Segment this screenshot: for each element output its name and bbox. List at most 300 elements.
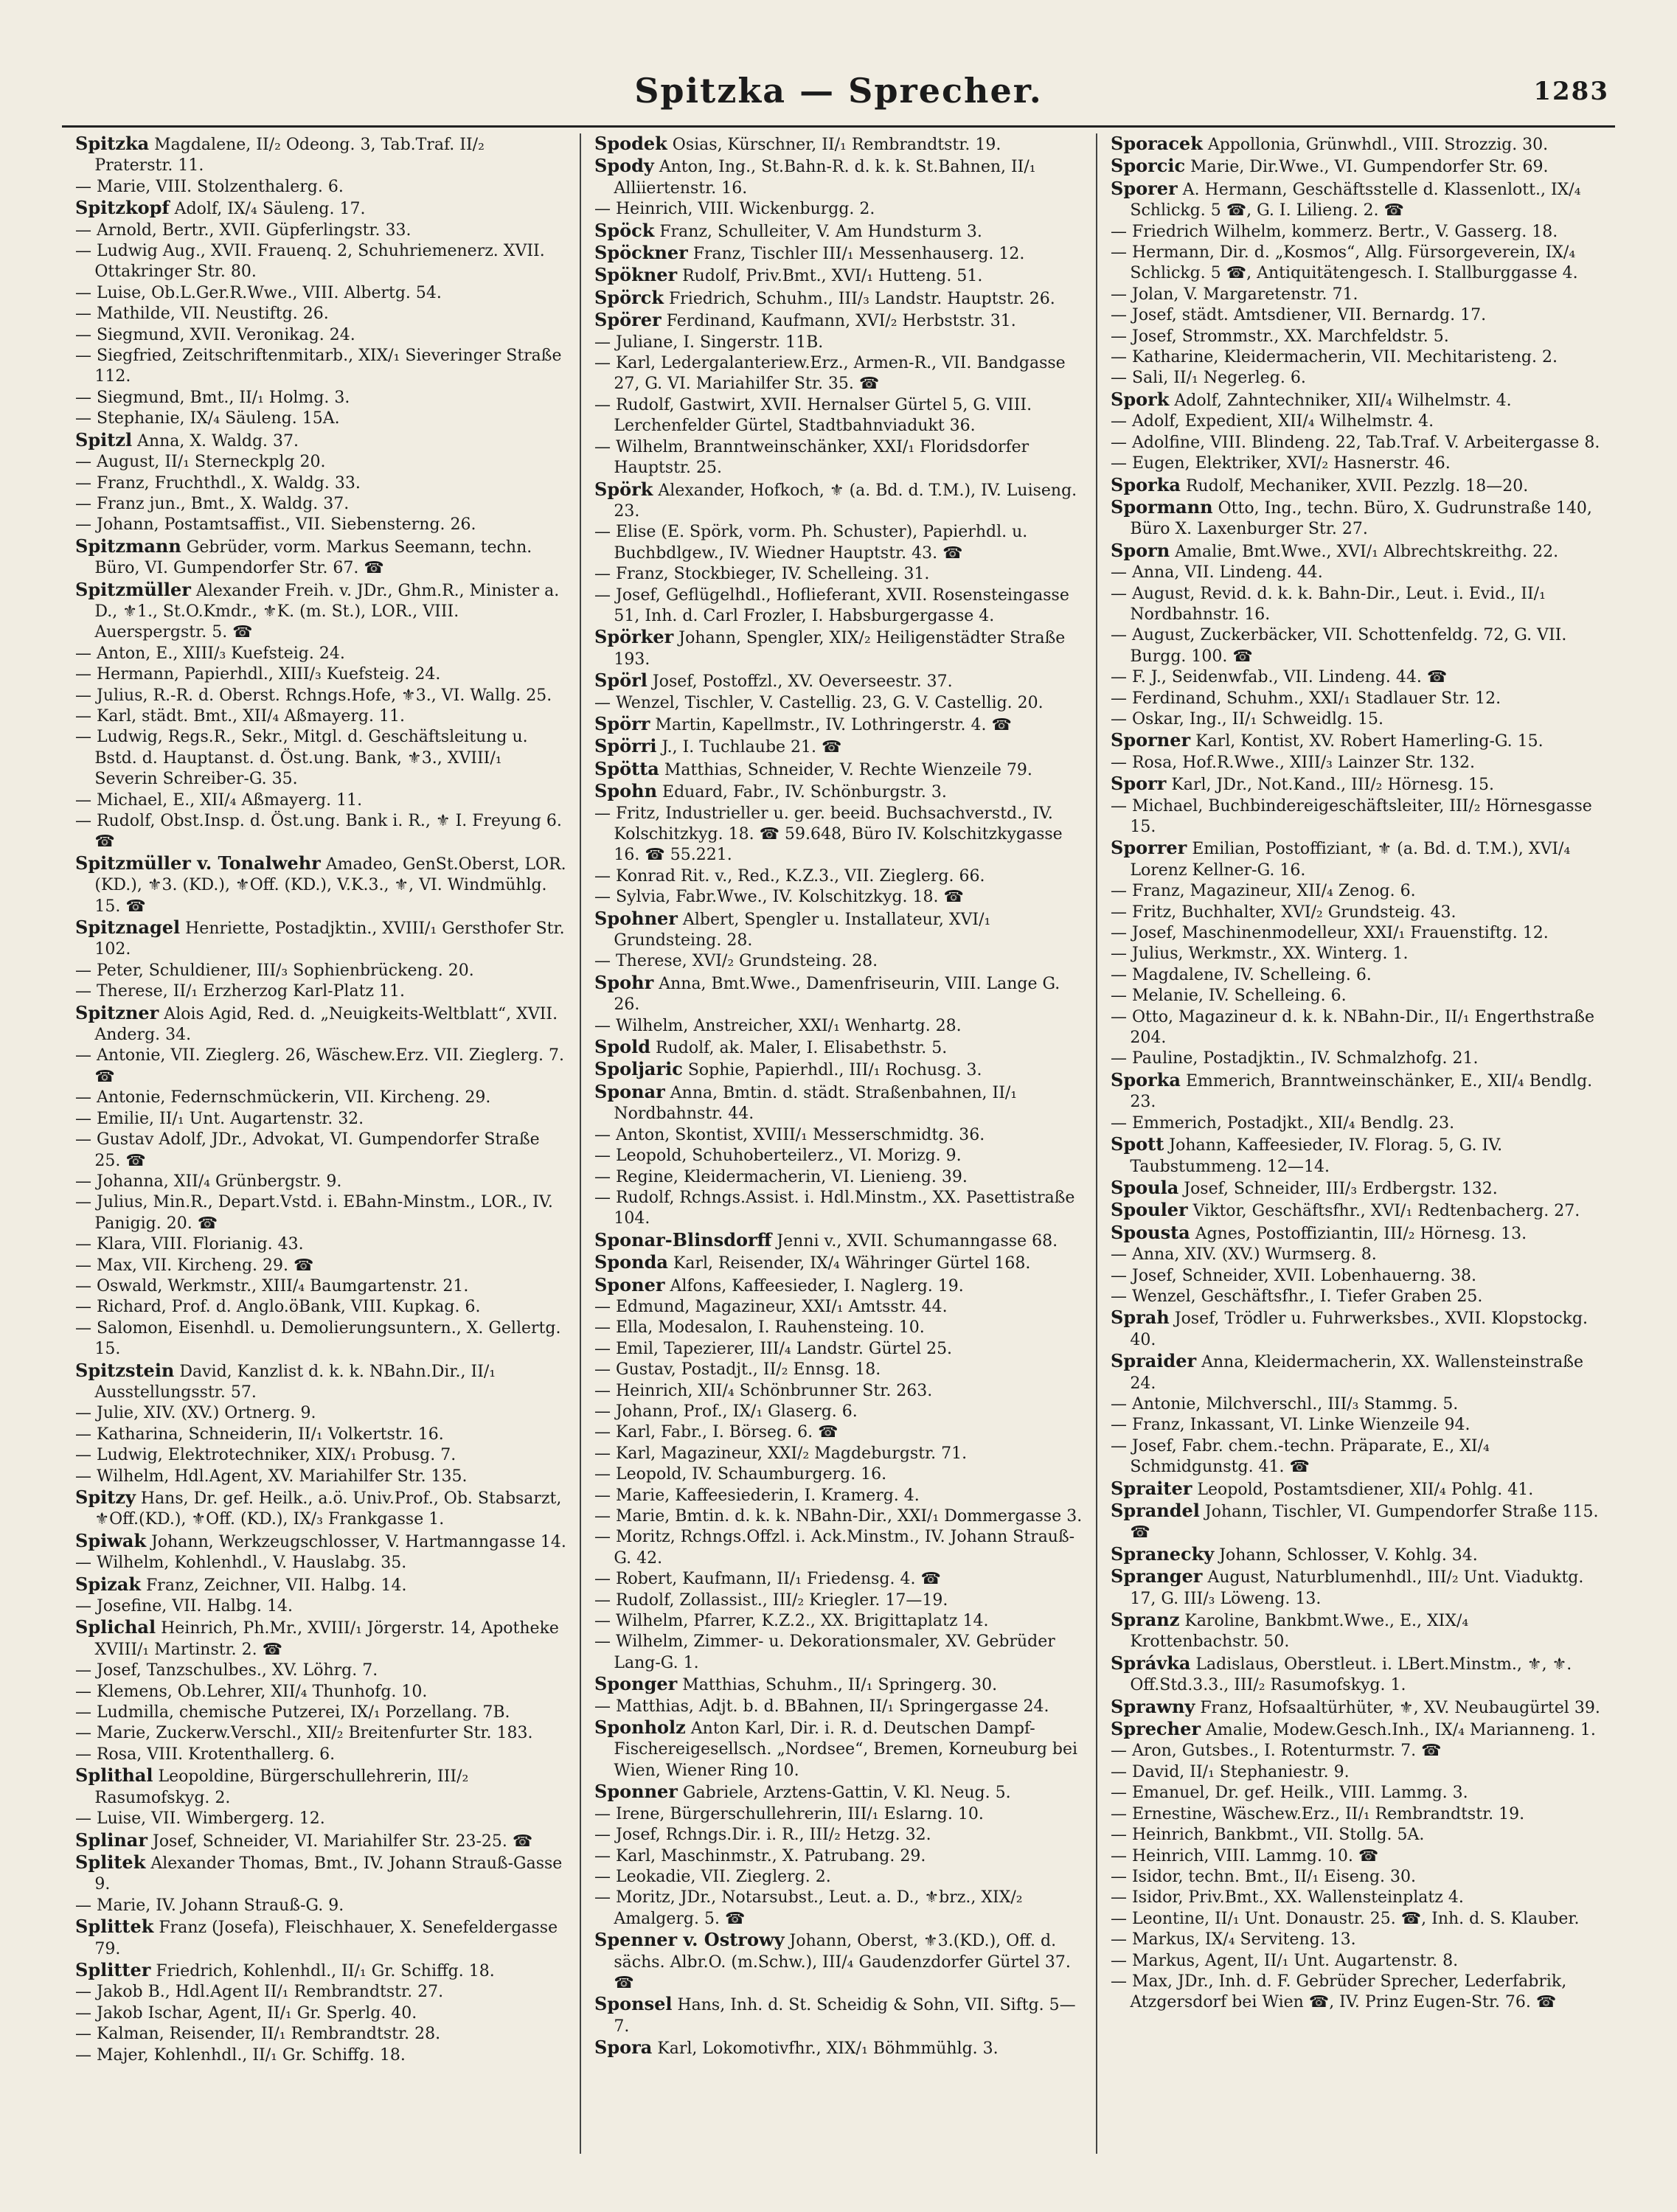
entry-surname: Sponger — [594, 1673, 678, 1695]
entry-surname: Sponar-Blinsdorff — [594, 1228, 772, 1251]
directory-entry — [1111, 1266, 1602, 1287]
entry-surname: Spitzstein — [75, 1359, 175, 1381]
entry-surname: Spouler — [1111, 1199, 1188, 1221]
entry-text: — Heinrich, VIII. Lammg. 10. ☎ — [1111, 1846, 1379, 1865]
directory-entry — [1111, 1762, 1602, 1783]
directory-entry — [75, 1960, 566, 1982]
entry-text: Heinrich, Ph.Mr., XVIII/₁ Jörgerstr. 14, Apotheke XVIII/₁ Martinstr. 2. ☎ — [94, 1619, 559, 1659]
entry-text: — Marie, Bmtin. d. k. k. NBahn-Dir., XXI/₁ Dommergasse 3. — [594, 1507, 1083, 1526]
entry-text: — Leopold, Schuhoberteilerz., VI. Morizg. 9. — [594, 1147, 962, 1166]
directory-entry — [1111, 1500, 1602, 1544]
directory-entry — [75, 1234, 566, 1255]
directory-entry — [594, 1527, 1083, 1569]
directory-entry — [594, 1632, 1083, 1674]
directory-entry — [1111, 1653, 1602, 1697]
entry-text: — Regine, Kleidermacherin, VI. Lienieng. 39. — [594, 1167, 968, 1186]
directory-entry — [1111, 133, 1602, 156]
directory-entry — [1111, 689, 1602, 709]
directory-entry — [1111, 243, 1602, 285]
entry-text: — Karl, Ledergalanteriew.Erz., Armen-R., VII. Bandgasse 27, G. VI. Mariahilfer Str. 35. ☎ — [594, 354, 1066, 394]
directory-entry — [1111, 1719, 1602, 1741]
entry-text: Josef, Postoffzl., XV. Oeverseestr. 37. — [647, 672, 953, 692]
directory-entry — [75, 1445, 566, 1466]
entry-text: — Josef, Geflügelhdl., Hoflieferant, XVII. Rosensteingasse 51, Inh. d. Carl Frozler, I. Habsburgergasse 4. — [594, 585, 1069, 625]
entry-text: — Michael, E., XII/₄ Aßmayerg. 11. — [75, 790, 363, 810]
directory-entry — [75, 1745, 566, 1765]
entry-text: Leopoldine, Bürgerschullehrerin, III/₂ Rasumofskyg. 2. — [94, 1767, 469, 1807]
entry-text: — Anna, XIV. (XV.) Wurmserg. 8. — [1111, 1245, 1377, 1265]
directory-entry — [75, 644, 566, 664]
directory-entry — [594, 1674, 1083, 1696]
entry-text: Rudolf, Mechaniker, XVII. Pezzlg. 18—20. — [1180, 476, 1529, 495]
entry-surname: Spenner v. Ostrowy — [594, 1929, 785, 1951]
directory-entry — [1111, 1415, 1602, 1436]
entry-text: Amalie, Modew.Gesch.Inh., IX/₄ Marianneng. 1. — [1201, 1721, 1596, 1740]
entry-text: Eduard, Fabr., IV. Schönburgstr. 3. — [657, 783, 947, 802]
directory-entry — [75, 706, 566, 727]
entry-text: Franz, Tischler III/₁ Messenhauserg. 12. — [687, 245, 1025, 264]
directory-entry — [594, 1697, 1083, 1717]
entry-text: — Josef, Fabr. chem.-techn. Präparate, E., XI/₄ Schmidgunstg. 41. ☎ — [1111, 1436, 1490, 1477]
directory-entry — [594, 1016, 1083, 1037]
entry-text: — Josef, Strommstr., XX. Marchfeldstr. 5. — [1111, 327, 1449, 346]
entry-text: — Elise (E. Spörk, vorm. Ph. Schuster), Papierhdl. u. Buchbdlgew., IV. Wiedner Hauptstr. 43. ☎ — [594, 523, 1028, 563]
directory-entry — [1111, 902, 1602, 923]
entry-text: — Hermann, Papierhdl., XIII/₃ Kuefsteig. 24. — [75, 665, 441, 684]
entry-text: — Josefine, VII. Halbg. 14. — [75, 1597, 293, 1616]
entry-text: — Robert, Kaufmann, II/₁ Friedensg. 4. ☎ — [594, 1570, 941, 1589]
entry-text: — Wilhelm, Branntweinschänker, XXI/₁ Floridsdorfer Hauptstr. 25. — [594, 437, 1030, 478]
entry-text: Josef, Schneider, VI. Mariahilfer Str. 23-25. ☎ — [147, 1832, 533, 1851]
directory-entry — [594, 1464, 1083, 1485]
directory-entry — [75, 2003, 566, 2024]
entry-text: — Antonie, Federnschmückerin, VII. Kircheng. 29. — [75, 1088, 491, 1107]
entry-text: Osias, Kürschner, II/₁ Rembrandtstr. 19. — [667, 136, 1001, 154]
directory-entry — [75, 1682, 566, 1703]
directory-entry — [1111, 327, 1602, 347]
entry-text: — Gustav Adolf, JDr., Advokat, VI. Gumpendorfer Straße 25. ☎ — [75, 1130, 540, 1170]
directory-entry — [594, 353, 1083, 395]
entry-text: — Juliane, I. Singerstr. 11B. — [594, 333, 824, 352]
directory-entry — [594, 265, 1083, 287]
entry-text: — Josef, Tanzschulbes., XV. Löhrg. 7. — [75, 1661, 378, 1680]
directory-entry — [1111, 1287, 1602, 1307]
entry-text: — Emilie, II/₁ Unt. Augartenstr. 32. — [75, 1109, 364, 1128]
entry-surname: Sporr — [1111, 773, 1167, 795]
entry-surname: Spranger — [1111, 1565, 1203, 1587]
directory-entry — [1111, 497, 1602, 540]
directory-entry — [75, 853, 566, 917]
entry-surname: Sprecher — [1111, 1718, 1201, 1740]
entry-text: — Max, VII. Kircheng. 29. ☎ — [75, 1256, 314, 1275]
directory-entry — [594, 437, 1083, 479]
directory-entry — [1111, 796, 1602, 838]
entry-text: — Magdalene, IV. Schelleing. 6. — [1111, 965, 1372, 984]
directory-entry — [594, 310, 1083, 332]
directory-entry — [594, 1059, 1083, 1081]
entry-surname: Spody — [594, 155, 654, 177]
entry-surname: Sponda — [594, 1251, 668, 1273]
entry-text: Alexander Thomas, Bmt., IV. Johann Strauß-Gasse 9. — [94, 1854, 563, 1894]
entry-text: Franz, Hofsaaltürhüter, ⚜, XV. Neubaugürtel 39. — [1195, 1698, 1600, 1717]
entry-text: — Otto, Magazineur d. k. k. NBahn-Dir., II/₁ Engerthstraße 204. — [1111, 1007, 1594, 1048]
directory-entry — [594, 908, 1083, 952]
entry-surname: Spraiter — [1111, 1477, 1192, 1499]
directory-entry — [75, 1553, 566, 1573]
entry-text: — August, II/₁ Sterneckplg 20. — [75, 453, 326, 472]
entry-text: — Rosa, Hof.R.Wwe., XIII/₃ Lainzer Str. 132. — [1111, 753, 1475, 772]
entry-text: — Majer, Kohlenhdl., II/₁ Gr. Schiffg. 18. — [75, 2045, 406, 2065]
directory-entry — [594, 395, 1083, 437]
entry-text: — Aron, Gutsbes., I. Rotenturmstr. 7. ☎ — [1111, 1742, 1442, 1761]
entry-surname: Splittek — [75, 1916, 154, 1938]
entry-surname: Sprah — [1111, 1307, 1170, 1329]
entry-text: Matthias, Schuhm., II/₁ Springerg. 30. — [677, 1676, 998, 1695]
entry-text: Josef, Schneider, III/₃ Erdbergstr. 132. — [1178, 1179, 1498, 1198]
entry-surname: Spöck — [594, 219, 655, 241]
directory-entry — [594, 133, 1083, 156]
entry-text: — Franz jun., Bmt., X. Waldg. 37. — [75, 494, 350, 513]
entry-text: — Luise, Ob.L.Ger.R.Wwe., VIII. Albertg. 54. — [75, 283, 442, 302]
directory-entry — [594, 759, 1083, 781]
directory-entry — [594, 1360, 1083, 1380]
directory-entry — [594, 522, 1083, 564]
directory-entry — [1111, 222, 1602, 243]
directory-entry — [594, 951, 1083, 972]
entry-text: Anna, Bmt.Wwe., Damenfriseurin, VIII. Lange G. 26. — [614, 974, 1060, 1015]
directory-entry — [1111, 1070, 1602, 1113]
entry-surname: Spitzka — [75, 133, 150, 154]
entry-text: — Siegmund, XVII. Veronikag. 24. — [75, 325, 355, 344]
directory-entry — [1111, 1867, 1602, 1888]
entry-text: Rudolf, ak. Maler, I. Elisabethstr. 5. — [650, 1039, 948, 1058]
entry-text: Appollonia, Grünwhdl., VIII. Strozzig. 30. — [1202, 136, 1549, 154]
entry-text: — Ludwig, Regs.R., Sekr., Mitgl. d. Geschäftsleitung u. Bstd. d. Hauptanst. d. Öst.ung. Bank, ⚜3., XVIII/₁ Severin Schreiber-G. 35. — [75, 728, 528, 789]
directory-entry — [75, 452, 566, 473]
entry-surname: Sprawny — [1111, 1695, 1195, 1717]
directory-entry — [75, 1088, 566, 1108]
entry-text: — Ella, Modesalon, I. Rauhensteing. 10. — [594, 1318, 925, 1338]
entry-text: — Markus, IX/₄ Serviteng. 13. — [1111, 1930, 1356, 1950]
entry-surname: Spötta — [594, 757, 659, 779]
directory-entry — [75, 430, 566, 452]
entry-surname: Spora — [594, 2037, 653, 2059]
entry-text: Rudolf, Priv.Bmt., XVI/₁ Hutteng. 51. — [677, 267, 983, 286]
entry-surname: Spohn — [594, 780, 658, 802]
entry-text: — Therese, XVI/₂ Grundsteing. 28. — [594, 952, 878, 971]
directory-entry — [1111, 178, 1602, 222]
entry-text: — Jakob Ischar, Agent, II/₁ Gr. Sperlg. 40. — [75, 2003, 417, 2023]
directory-entry — [1111, 1048, 1602, 1069]
entry-text: Franz, Zeichner, VII. Halbg. 14. — [141, 1576, 407, 1595]
directory-entry — [594, 866, 1083, 887]
entry-text: — Heinrich, VIII. Wickenburgg. 2. — [594, 200, 875, 219]
entry-surname: Splithal — [75, 1764, 153, 1787]
directory-entry — [594, 220, 1083, 243]
directory-entry — [1111, 285, 1602, 305]
entry-text: — Wilhelm, Kohlenhdl., V. Hauslabg. 35. — [75, 1554, 407, 1573]
entry-surname: Spott — [1111, 1133, 1164, 1155]
directory-entry — [75, 1574, 566, 1596]
directory-entry — [1111, 1544, 1602, 1566]
entry-text: — Josef, Schneider, XVII. Lobenhauerng. 38. — [1111, 1266, 1476, 1285]
directory-entry — [75, 664, 566, 685]
entry-text: — Luise, VII. Wimbergerg. 12. — [75, 1809, 325, 1829]
entry-surname: Spörri — [594, 735, 657, 757]
directory-entry — [75, 515, 566, 535]
directory-entry — [1111, 433, 1602, 453]
entry-text: — Matthias, Adjt. b. d. BBahnen, II/₁ Springergasse 24. — [594, 1697, 1049, 1716]
entry-surname: Splichal — [75, 1616, 156, 1638]
entry-surname: Spizak — [75, 1573, 142, 1595]
directory-entry — [75, 346, 566, 388]
directory-entry — [594, 670, 1083, 692]
entry-text: — Emil, Tapezierer, III/₄ Landstr. Gürtel 25. — [594, 1339, 953, 1358]
directory-entry — [75, 1596, 566, 1617]
entry-text: Agnes, Postoffiziantin, III/₂ Hörnesg. 13. — [1190, 1224, 1527, 1243]
entry-text: Friedrich, Schuhm., III/₃ Landstr. Hauptstr. 26. — [664, 289, 1055, 308]
directory-entry — [75, 1192, 566, 1234]
directory-entry — [75, 1617, 566, 1660]
entry-text: — Josef, Maschinenmodelleur, XXI/₁ Frauenstiftg. 12. — [1111, 924, 1549, 943]
entry-text: — Rosa, VIII. Krotenthallerg. 6. — [75, 1745, 336, 1764]
directory-entry — [594, 1082, 1083, 1125]
directory-entry — [1111, 1888, 1602, 1908]
entry-text: — Franz, Stockbieger, IV. Schelleing. 31. — [594, 565, 930, 584]
entry-surname: Spranecky — [1111, 1543, 1215, 1565]
entry-text: Adolf, Zahntechniker, XII/₄ Wilhelmstr. 4. — [1169, 391, 1512, 410]
entry-text: Gabriele, Arztens-Gattin, V. Kl. Neug. 5. — [677, 1784, 1011, 1803]
entry-text: Alexander, Hofkoch, ⚜ (a. Bd. d. T.M.), IV. Luiseng. 23. — [614, 481, 1077, 521]
directory-entry — [594, 1444, 1083, 1464]
directory-entry — [594, 714, 1083, 736]
directory-entry — [75, 220, 566, 241]
directory-entry — [75, 198, 566, 220]
directory-entry — [1111, 1697, 1602, 1719]
entry-text: — Rudolf, Zollassist., III/₂ Kriegler. 17—19. — [594, 1590, 948, 1610]
directory-entry — [1111, 1846, 1602, 1867]
directory-entry — [1111, 584, 1602, 626]
entry-text: David, Kanzlist d. k. k. NBahn.Dir., II/₁ Ausstellungsstr. 57. — [94, 1362, 496, 1402]
entry-surname: Sporrer — [1111, 837, 1187, 859]
directory-entry — [594, 199, 1083, 220]
directory-entry — [594, 1569, 1083, 1590]
directory-entry — [1111, 1007, 1602, 1049]
directory-entry — [1111, 1741, 1602, 1761]
entry-text: — Leopold, IV. Schaumburgerg. 16. — [594, 1465, 887, 1484]
directory-entry — [1111, 347, 1602, 368]
entry-text: Karoline, Bankbmt.Wwe., E., XIX/₄ Krottenbachstr. 50. — [1130, 1612, 1469, 1652]
directory-entry — [75, 981, 566, 1002]
entry-text: Albert, Spengler u. Installateur, XVI/₁ Grundsteing. 28. — [614, 910, 991, 950]
entry-text: — Pauline, Postadjktin., IV. Schmalzhofg. 21. — [1111, 1049, 1479, 1068]
entry-text: Hans, Inh. d. St. Scheidig & Sohn, VII. Siftg. 5—7. — [614, 1996, 1076, 2036]
entry-text: — Sali, II/₁ Negerleg. 6. — [1111, 369, 1306, 388]
directory-entry — [594, 781, 1083, 803]
entry-surname: Spork — [1111, 388, 1170, 410]
entry-text: — Rudolf, Obst.Insp. d. Öst.ung. Bank i. R., ⚜ I. Freyung 6. ☎ — [75, 812, 562, 852]
directory-entry — [594, 736, 1083, 758]
entry-text: Amalie, Bmt.Wwe., XVI/₁ Albrechtskreithg. 22. — [1170, 542, 1559, 561]
entry-text: — Irene, Bürgerschullehrerin, III/₁ Eslarng. 10. — [594, 1804, 984, 1823]
directory-entry — [1111, 1394, 1602, 1415]
entry-surname: Spohr — [594, 971, 654, 993]
entry-surname: Spoula — [1111, 1176, 1179, 1198]
entry-surname: Spitzy — [75, 1486, 136, 1508]
entry-text: Johann, Oberst, ⚜3.(KD.), Off. d. sächs. Albr.O. (m.Schw.), III/₄ Gaudenzdorfer Gürtel 37. ☎ — [614, 1932, 1071, 1992]
entry-text: — Julie, XIV. (XV.) Ortnerg. 9. — [75, 1404, 316, 1423]
entry-text: — Anna, VII. Lindeng. 44. — [1111, 563, 1323, 582]
directory-entry — [594, 1506, 1083, 1527]
entry-text: — Therese, II/₁ Erzherzog Karl-Platz 11. — [75, 982, 405, 1001]
entry-surname: Spörker — [594, 626, 674, 648]
entry-surname: Spörr — [594, 712, 650, 734]
entry-text: — Marie, Zuckerw.Verschl., XII/₂ Breitenfurter Str. 183. — [75, 1724, 533, 1743]
entry-text: Anna, X. Waldg. 37. — [132, 431, 299, 451]
entry-text: Alexander Freih. v. JDr., Ghm.R., Minister a. D., ⚜1., St.O.Kmdr., ⚜K. (m. St.), LOR., VIII. Auerspergstr. 5. ☎ — [94, 581, 560, 642]
entry-text: — Salomon, Eisenhdl. u. Demolierungsuntern., X. Gellertg. 15. — [75, 1318, 561, 1359]
entry-text: — Richard, Prof. d. Anglo.öBank, VIII. Kupkag. 6. — [75, 1298, 481, 1317]
directory-entry — [1111, 156, 1602, 178]
entry-text: — Katharine, Kleidermacherin, VII. Mechitaristeng. 2. — [1111, 348, 1558, 367]
entry-text: Amadeo, GenSt.Oberst, LOR. (KD.), ⚜3. (KD.), ⚜Off. (KD.), V.K.3., ⚜, VI. Windmühlg. 15. ☎ — [94, 855, 566, 916]
entry-surname: Spitzkopf — [75, 197, 170, 219]
column-right — [1097, 133, 1615, 2154]
entry-surname: Sprandel — [1111, 1500, 1200, 1521]
entry-text: Emmerich, Branntweinschänker, E., XII/₄ Bendlg. 23. — [1130, 1071, 1593, 1112]
entry-surname: Spoljaric — [594, 1058, 683, 1080]
entry-surname: Sponsel — [594, 1993, 673, 2015]
entry-text: Karl, JDr., Not.Kand., III/₂ Hörnesg. 15. — [1166, 776, 1494, 795]
directory-entry — [1111, 986, 1602, 1006]
directory-entry — [75, 1765, 566, 1809]
columns — [62, 133, 1615, 2154]
directory-entry — [1111, 475, 1602, 497]
directory-entry — [1111, 1134, 1602, 1178]
entry-text: — Oswald, Werkmstr., XIII/₄ Baumgartenstr. 21. — [75, 1276, 469, 1295]
directory-entry — [75, 1487, 566, 1531]
entry-text: Josef, Trödler u. Fuhrwerksbes., XVII. Klopstockg. 40. — [1130, 1310, 1589, 1349]
directory-entry — [594, 1402, 1083, 1422]
directory-entry — [75, 304, 566, 324]
entry-text: Martin, Kapellmstr., IV. Lothringerstr. 4. ☎ — [650, 715, 1012, 734]
entry-text: — Edmund, Magazineur, XXI/₁ Amtsstr. 44. — [594, 1297, 948, 1316]
entry-surname: Spousta — [1111, 1221, 1190, 1243]
directory-entry — [594, 564, 1083, 585]
directory-entry — [1111, 753, 1602, 773]
directory-entry — [594, 1339, 1083, 1360]
directory-entry — [594, 1422, 1083, 1443]
directory-entry — [594, 693, 1083, 714]
directory-entry — [594, 1188, 1083, 1230]
directory-entry — [1111, 563, 1602, 583]
entry-surname: Sporka — [1111, 473, 1181, 495]
entry-text: — Marie, VIII. Stolzenthalerg. 6. — [75, 177, 344, 196]
entry-text: Ferdinand, Kaufmann, XVI/₂ Herbststr. 31. — [661, 312, 1016, 331]
entry-text: Karl, Kontist, XV. Robert Hamerling-G. 15. — [1190, 732, 1544, 751]
directory-entry — [75, 1130, 566, 1172]
entry-text: — Oskar, Ing., II/₁ Schweidlg. 15. — [1111, 709, 1384, 728]
entry-text: Johann, Werkzeugschlosser, V. Hartmanngasse 14. — [146, 1532, 566, 1551]
entry-text: — Josef, Rchngs.Dir. i. R., III/₂ Hetzg. 32. — [594, 1826, 931, 1845]
directory-entry — [594, 1297, 1083, 1318]
entry-surname: Sponar — [594, 1080, 665, 1102]
entry-surname: Spohner — [594, 907, 678, 929]
entry-text: — Karl, städt. Bmt., XII/₄ Aßmayerg. 11. — [75, 706, 405, 726]
directory-entry — [75, 2024, 566, 2045]
entry-text: Hans, Dr. gef. Heilk., a.ö. Univ.Prof., Ob. Stabsarzt, ⚜Off.(KD.), ⚜Off. (KD.), IX/₃ Frankgasse 1. — [94, 1489, 562, 1529]
directory-entry — [75, 473, 566, 494]
entry-text: — Ernestine, Wäschew.Erz., II/₁ Rembrandtstr. 19. — [1111, 1804, 1525, 1823]
entry-text: Leopold, Postamtsdiener, XII/₄ Pohlg. 41. — [1192, 1480, 1534, 1499]
directory-entry — [75, 1467, 566, 1487]
entry-text: Otto, Ing., techn. Büro, X. Gudrunstraße 140, Büro X. Laxenburger Str. 27. — [1130, 498, 1592, 539]
entry-text: — Siegfried, Zeitschriftenmitarb., XIX/₁ Sieveringer Straße 112. — [75, 347, 562, 386]
entry-text: — Isidor, Priv.Bmt., XX. Wallensteinplatz 4. — [1111, 1888, 1464, 1907]
entry-surname: Spormann — [1111, 495, 1213, 518]
entry-text: — Ludmilla, chemische Putzerei, IX/₁ Porzellang. 7B. — [75, 1703, 510, 1722]
directory-entry — [1111, 1245, 1602, 1265]
entry-text: — Heinrich, Bankbmt., VII. Stollg. 5A. — [1111, 1826, 1425, 1845]
entry-surname: Spörl — [594, 669, 647, 692]
directory-entry — [594, 1930, 1083, 1994]
directory-entry — [594, 479, 1083, 523]
page-title: Spitzka — Sprecher. — [634, 71, 1043, 111]
directory-entry — [75, 1046, 566, 1088]
entry-text: — Fritz, Industrieller u. ger. beeid. Buchsachverstd., IV. Kolschitzkyg. 18. ☎ 59.648, Büro IV. Kolschitzkygasse 16. ☎ 55.221. — [594, 804, 1063, 865]
directory-entry — [1111, 1307, 1602, 1351]
directory-entry — [1111, 305, 1602, 326]
entry-text: — Mathilde, VII. Neustiftg. 26. — [75, 305, 329, 324]
directory-entry — [75, 1003, 566, 1046]
directory-entry — [1111, 1178, 1602, 1200]
directory-entry — [594, 2037, 1083, 2059]
page-number: 1283 — [1533, 77, 1609, 106]
entry-surname: Správka — [1111, 1652, 1191, 1674]
directory-entry — [75, 1809, 566, 1829]
entry-surname: Sporacek — [1111, 133, 1203, 154]
entry-surname: Sponer — [594, 1273, 665, 1295]
entry-text: — Michael, Buchbindereigeschäftsleiter, III/₂ Hörnesgasse 15. — [1111, 796, 1592, 836]
directory-entry — [1111, 1951, 1602, 1972]
directory-entry — [594, 1252, 1083, 1274]
entry-text: — Konrad Rit. v., Red., K.Z.3., VII. Zieglerg. 66. — [594, 866, 985, 886]
directory-entry — [594, 243, 1083, 265]
directory-entry — [594, 333, 1083, 353]
directory-entry — [594, 1381, 1083, 1402]
entry-text: — Leontine, II/₁ Unt. Donaustr. 25. ☎, Inh. d. S. Klauber. — [1111, 1909, 1580, 1928]
directory-entry — [594, 1781, 1083, 1804]
entry-text: Franz (Josefa), Fleischhauer, X. Senefeldergasse 79. — [94, 1919, 558, 1958]
entry-text: — Johann, Postamtsaffist., VII. Siebensterng. 26. — [75, 515, 476, 535]
entry-surname: Spodek — [594, 133, 667, 154]
directory-entry — [1111, 1972, 1602, 2014]
directory-entry — [75, 1276, 566, 1297]
entry-surname: Spörer — [594, 309, 662, 331]
directory-entry — [75, 1852, 566, 1896]
entry-text: Magdalene, II/₂ Odeong. 3, Tab.Traf. II/₂ Praterstr. 11. — [94, 136, 485, 175]
entry-text: — Marie, IV. Johann Strauß-G. 9. — [75, 1896, 344, 1915]
entry-surname: Spitzmüller v. Tonalwehr — [75, 852, 321, 874]
entry-text: — Wilhelm, Anstreicher, XXI/₁ Wenhartg. 28. — [594, 1016, 962, 1035]
entry-text: — Klemens, Ob.Lehrer, XII/₄ Thunhofg. 10. — [75, 1682, 428, 1701]
directory-entry — [75, 408, 566, 429]
entry-surname: Spranz — [1111, 1609, 1180, 1631]
directory-entry — [75, 580, 566, 644]
directory-entry — [1111, 1783, 1602, 1804]
directory-entry — [75, 1830, 566, 1852]
entry-text: Anton, Ing., St.Bahn-R. d. k. k. St.Bahnen, II/₁ Alliiertenstr. 16. — [614, 158, 1036, 198]
